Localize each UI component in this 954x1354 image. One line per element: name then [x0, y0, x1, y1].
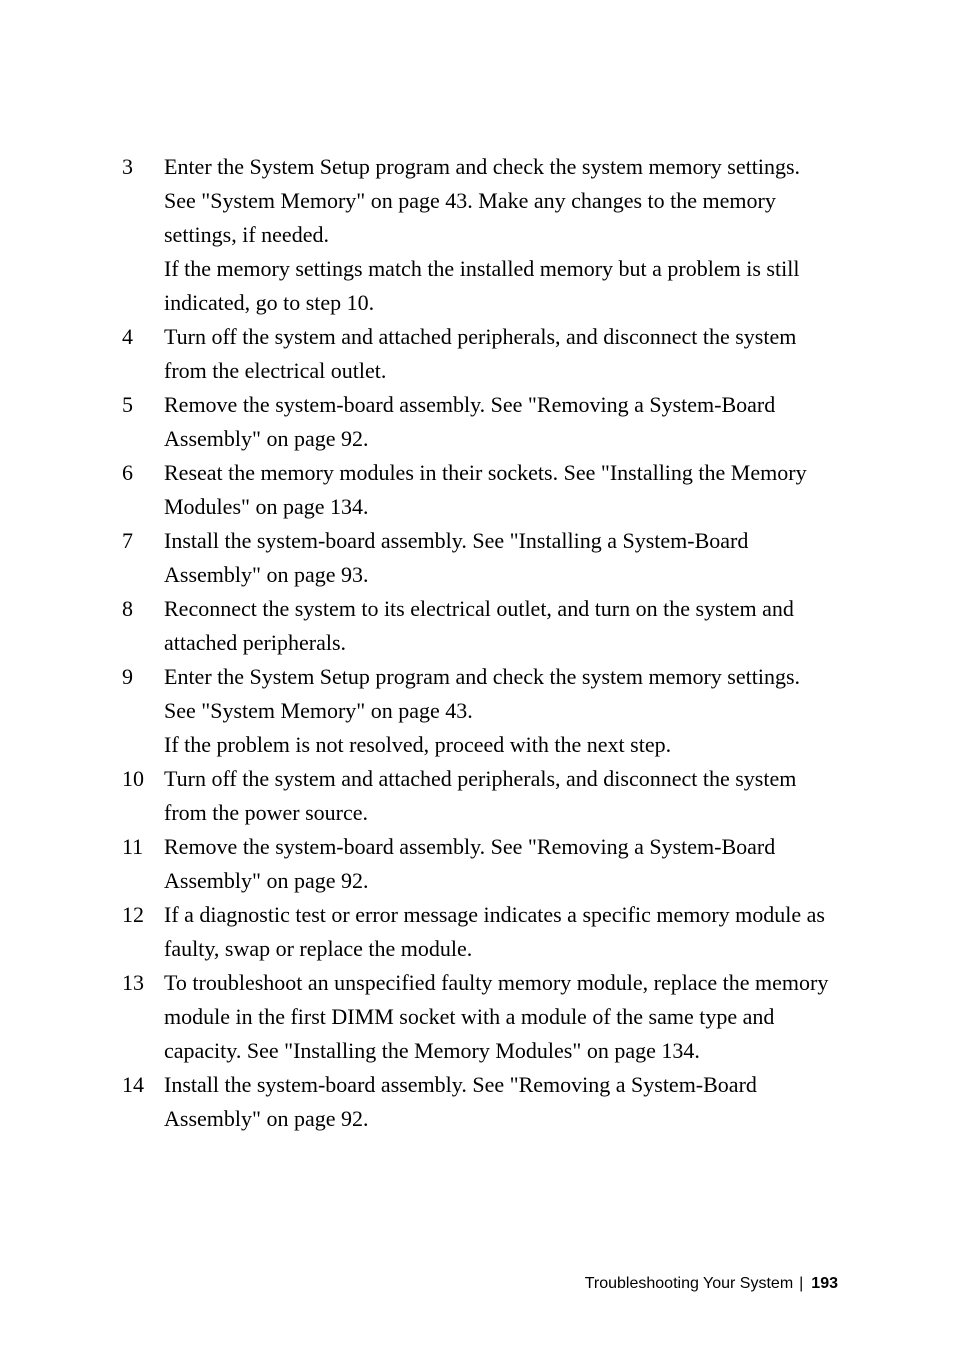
step-7: [122, 524, 832, 592]
step-number: 6: [122, 460, 133, 485]
step-number: 4: [122, 324, 133, 349]
step-5: [122, 388, 832, 456]
step-number: 9: [122, 664, 133, 689]
footer-section-title: Troubleshooting Your System: [584, 1275, 794, 1292]
step-13: [122, 966, 832, 1068]
step-text: To troubleshoot an unspecified faulty memory module, replace the memory module in the first DIMM socket with a module of the same type and capacity. See "Installing the Memory Modules" on page 134.: [164, 970, 829, 1063]
step-9: [122, 660, 832, 762]
step-text: Enter the System Setup program and check the system memory settings. See "System Memory" on page 43.: [164, 664, 801, 723]
step-number: 7: [122, 528, 133, 553]
step-number: 5: [122, 392, 133, 417]
page-number: 193: [811, 1275, 838, 1292]
step-number: 12: [122, 902, 144, 927]
step-text: Turn off the system and attached peripherals, and disconnect the system from the power source.: [164, 766, 797, 825]
procedure-steps: [122, 150, 832, 1136]
step-number: 10: [122, 766, 144, 791]
step-text: Remove the system-board assembly. See "Removing a System-Board Assembly" on page 92.: [164, 834, 776, 893]
footer-separator: |: [799, 1275, 804, 1292]
step-number: 13: [122, 970, 144, 995]
step-number: 14: [122, 1072, 144, 1097]
step-note: See "System Memory" on page 43. Make any changes to the memory settings, if needed.: [164, 188, 776, 247]
step-12: [122, 898, 832, 966]
step-text: Reseat the memory modules in their sockets. See "Installing the Memory Modules" on page 134.: [164, 460, 807, 519]
step-number: 8: [122, 596, 133, 621]
step-note: If the memory settings match the installed memory but a problem is still indicated, go to step 10.: [164, 256, 800, 315]
step-3: [122, 150, 832, 320]
page-footer: [585, 1272, 838, 1296]
step-text: Install the system-board assembly. See "Installing a System-Board Assembly" on page 93.: [164, 528, 749, 587]
step-text: If a diagnostic test or error message indicates a specific memory module as faulty, swap or replace the module.: [164, 902, 825, 961]
step-10: [122, 762, 832, 830]
step-11: [122, 830, 832, 898]
step-text: Remove the system-board assembly. See "Removing a System-Board Assembly" on page 92.: [164, 392, 776, 451]
step-note: If the problem is not resolved, proceed with the next step.: [164, 732, 672, 757]
step-14: [122, 1068, 832, 1136]
step-text: Install the system-board assembly. See "Removing a System-Board Assembly" on page 92.: [164, 1072, 757, 1131]
step-number: 11: [122, 834, 144, 859]
step-text: Reconnect the system to its electrical outlet, and turn on the system and attached peripherals.: [164, 596, 794, 655]
step-6: [122, 456, 832, 524]
step-text: Enter the System Setup program and check the system memory settings.: [164, 154, 801, 179]
step-number: 3: [122, 154, 133, 179]
step-8: [122, 592, 832, 660]
step-4: [122, 320, 832, 388]
step-text: Turn off the system and attached peripherals, and disconnect the system from the electrical outlet.: [164, 324, 797, 383]
